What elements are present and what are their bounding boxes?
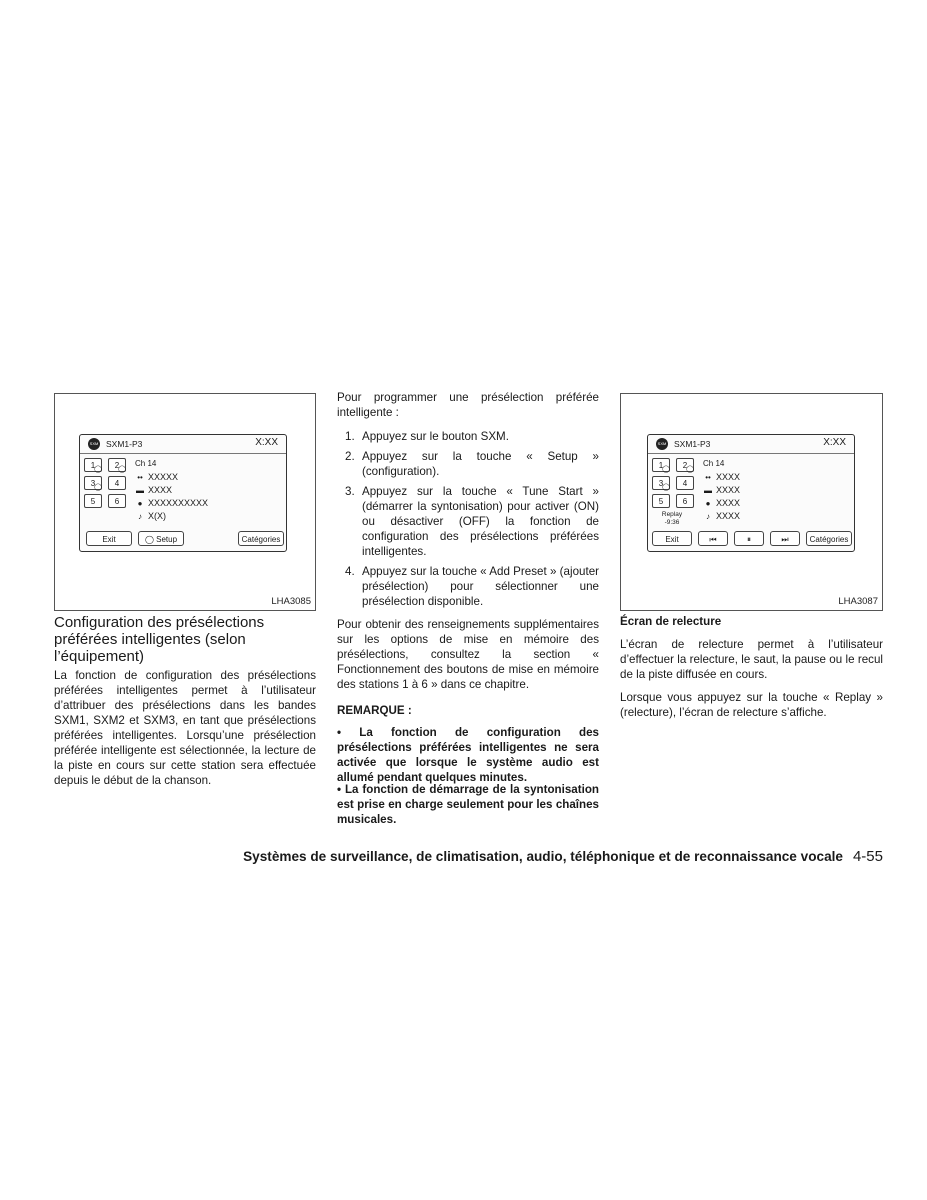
list-item: 1. Appuyez sur le bouton SXM. — [345, 430, 509, 443]
preset-button-4[interactable]: 4 — [108, 476, 126, 490]
more-info: Pour obtenir des renseignements supplémentaires sur les options de mise en mémoire des présélections, consultez la section « Fonctionnement des boutons de mise en mémoire des stations 1 à 6 » dans ce chapitre. — [337, 618, 599, 691]
preset-button-6[interactable]: 6 — [676, 494, 694, 508]
preset-button-5[interactable]: 5 — [84, 494, 102, 508]
replay-indicator: Replay -9:36 — [661, 511, 683, 526]
clock: X:XX — [823, 437, 846, 448]
figure-replay-screen — [620, 393, 883, 611]
figure-smart-presets — [54, 393, 316, 611]
preset-button-3[interactable]: 3 ◯ — [652, 476, 670, 490]
info-row-song: ♪ XXXX — [703, 511, 740, 521]
page-number: 4-55 — [852, 848, 883, 865]
folder-icon: ▬ — [704, 485, 712, 495]
info-row-song: ♪ X(X) — [135, 511, 166, 521]
categories-button[interactable]: Catégories — [238, 531, 284, 546]
info-row-artist: ● XXXXXXXXXX — [135, 498, 208, 508]
smart-preset-icon: ◯ — [662, 466, 670, 473]
smart-preset-icon: ◯ — [662, 484, 670, 491]
folder-icon: ▬ — [136, 485, 144, 495]
exit-button[interactable]: Exit — [652, 531, 692, 546]
figure-code: LHA3087 — [838, 596, 878, 607]
list-item: 4. Appuyez sur la touche « Add Preset » (ajouter présélection) pour sélectionner une présélection disponible. — [345, 565, 599, 608]
list-item: 2. Appuyez sur la touche « Setup » (configuration). — [345, 450, 599, 478]
screen-header — [648, 435, 854, 454]
setup-button[interactable]: ◯ Setup — [138, 531, 184, 546]
preset-button-2[interactable]: 2 ◯ — [676, 458, 694, 472]
steps-list — [337, 429, 599, 609]
person-icon: ● — [705, 498, 711, 508]
section-body: La fonction de configuration des présélections préférées intelligentes permet à l’utilisateur d’attribuer des présélections dans les bandes SXM1, SXM2 et SXM3, en tant que présélections préférées intelligentes. Lorsqu’une présélection préférée intelligente est sélectionnée, la lecture de la piste en cours sur cette station sera effectuée depuis le début de la chanson. — [54, 669, 316, 787]
exit-button[interactable]: Exit — [86, 531, 132, 546]
preset-button-2[interactable]: 2 ◯ — [108, 458, 126, 472]
band-label: SXM1-P3 — [674, 439, 711, 449]
list-item: 3. Appuyez sur la touche « Tune Start » (démarrer la syntonisation) pour activer (ON) ou désactiver (OFF) la fonction de configuration des présélections préférées intelligentes. — [345, 485, 599, 558]
signal-icon: •• — [705, 472, 711, 482]
preset-button-5[interactable]: 5 — [652, 494, 670, 508]
figure-code: LHA3085 — [271, 596, 311, 607]
note-title: REMARQUE : — [337, 704, 412, 717]
info-row-category: ▬ XXXX — [136, 485, 173, 495]
replay-para-1: L’écran de relecture permet à l’utilisateur d’effectuer la relecture, le saut, la pause ou le recul de la piste diffusée en cours. — [620, 638, 883, 681]
categories-button[interactable]: Catégories — [806, 531, 852, 546]
page-footer — [160, 848, 883, 865]
sxm-logo-icon: SXM — [656, 438, 668, 450]
music-note-icon: ♪ — [706, 511, 710, 521]
info-row-artist: ● XXXX — [703, 498, 740, 508]
audio-screen — [647, 434, 855, 552]
note-item-1: • La fonction de configuration des présélections préférées intelligentes ne sera activée que lorsque le système audio est allumé pendant quelques minutes. — [337, 726, 599, 784]
info-row-station: •• XXXX — [703, 472, 740, 482]
signal-icon: •• — [137, 472, 143, 482]
preset-button-3[interactable]: 3 ◯ — [84, 476, 102, 490]
steps-intro: Pour programmer une présélection préférée intelligente : — [337, 391, 599, 419]
smart-preset-icon: ◯ — [686, 466, 694, 473]
section-heading: Configuration des présélections préférées intelligentes (selon l’équipement) — [54, 614, 265, 665]
info-row-category: ▬ XXXX — [704, 485, 741, 495]
skip-forward-button[interactable]: ⏭ — [770, 531, 800, 546]
channel-label: Ch 14 — [703, 459, 725, 468]
preset-button-1[interactable]: 1 ◯ — [652, 458, 670, 472]
smart-preset-icon: ◯ — [94, 466, 102, 473]
info-row-station: •• XXXXX — [135, 472, 178, 482]
chapter-title: Systèmes de surveillance, de climatisation, audio, téléphonique et de reconnaissance vocale — [243, 849, 843, 864]
preset-button-1[interactable]: 1 ◯ — [84, 458, 102, 472]
note-item-2: • La fonction de démarrage de la syntonisation est prise en charge seulement pour les chaînes musicales. — [337, 783, 599, 826]
audio-screen — [79, 434, 287, 552]
smart-preset-icon: ◯ — [94, 484, 102, 491]
preset-button-4[interactable]: 4 — [676, 476, 694, 490]
person-icon: ● — [137, 498, 143, 508]
preset-button-6[interactable]: 6 — [108, 494, 126, 508]
smart-preset-icon: ◯ — [144, 535, 154, 544]
skip-back-button[interactable]: ⏮ — [698, 531, 728, 546]
channel-label: Ch 14 — [135, 459, 157, 468]
sxm-logo-icon: SXM — [88, 438, 100, 450]
replay-para-2: Lorsque vous appuyez sur la touche « Replay » (relecture), l’écran de relecture s’affiche. — [620, 691, 883, 719]
pause-button[interactable]: ⏸ — [734, 531, 764, 546]
music-note-icon: ♪ — [138, 511, 142, 521]
screen-header — [80, 435, 286, 454]
replay-heading: Écran de relecture — [620, 615, 722, 628]
band-label: SXM1-P3 — [106, 439, 143, 449]
smart-preset-icon: ◯ — [118, 466, 126, 473]
clock: X:XX — [255, 437, 278, 448]
